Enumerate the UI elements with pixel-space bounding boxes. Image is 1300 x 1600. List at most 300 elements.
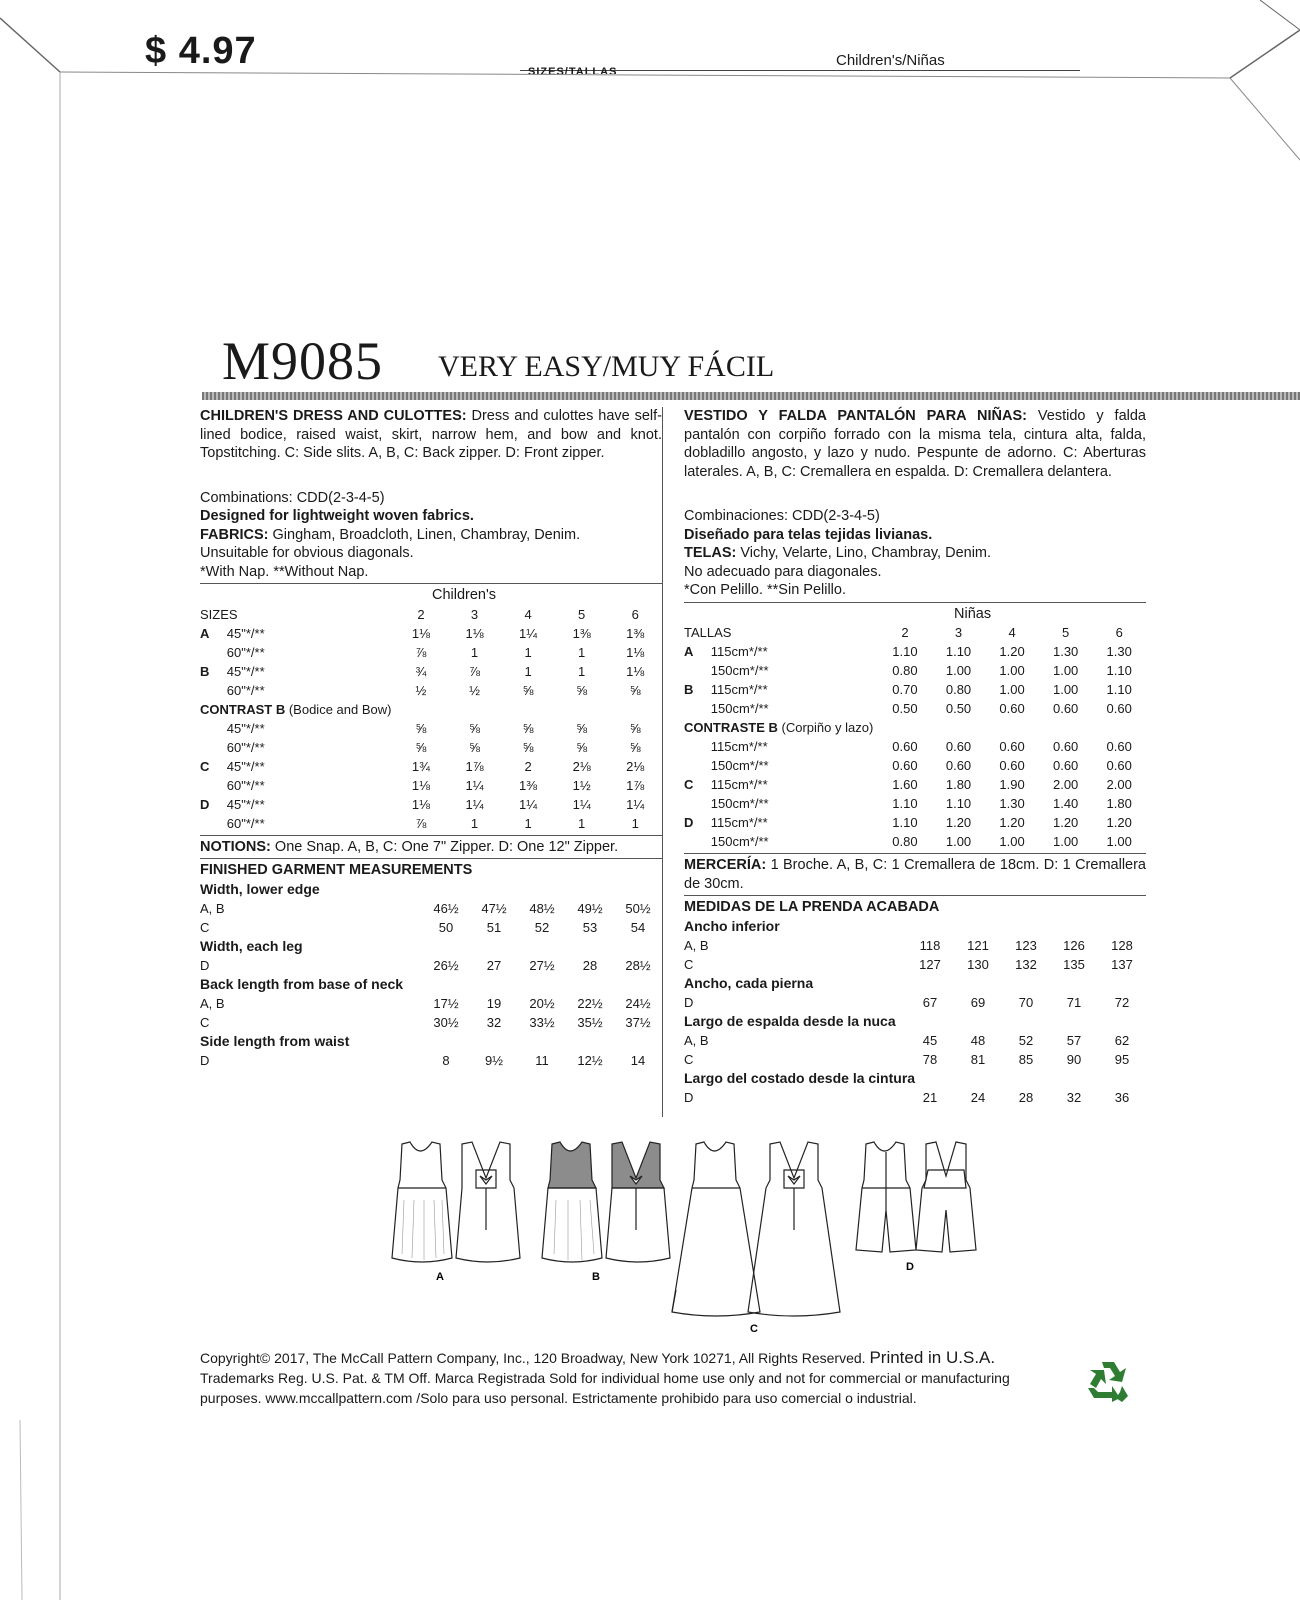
yardage-value: ½	[469, 682, 480, 698]
view-key	[684, 699, 711, 718]
fabric-width: 45"*/**	[226, 663, 265, 679]
fabrics-es	[684, 544, 1146, 563]
yardage-value: 0.60	[945, 739, 972, 754]
view-a-label: A	[436, 1271, 444, 1283]
measurement-value: 85	[1018, 1051, 1034, 1067]
view-d-back-sketch	[916, 1142, 976, 1252]
yardage-value: 2⅛	[572, 758, 591, 774]
measurement-title-row	[684, 917, 1146, 936]
combinations: Combinations: CDD(2-3-4-5)	[200, 489, 385, 506]
contrast-note: (Bodice and Bow)	[288, 701, 392, 717]
measurement-view: C	[200, 1014, 210, 1030]
view-key: A	[200, 625, 210, 641]
yardage-value: ⅝	[522, 739, 534, 755]
measurement-value: 28½	[625, 957, 651, 973]
yardage-value: 0.60	[999, 758, 1025, 773]
measurement-row	[684, 1031, 1146, 1050]
view-key	[200, 738, 227, 757]
measurement-title: Width, each leg	[200, 937, 303, 954]
yardage-value: ⅝	[629, 739, 641, 755]
printed-in: Printed in U.S.A.	[869, 1348, 996, 1367]
measurement-value: 53	[582, 919, 598, 935]
measurement-row	[684, 1088, 1146, 1107]
yardage-value: 1⅛	[626, 644, 645, 660]
yardage-row	[684, 775, 1146, 794]
contrast-row	[684, 718, 1146, 737]
measurement-value: 46½	[433, 900, 459, 916]
yardage-value: 1.10	[892, 644, 918, 659]
yardage-value: 0.60	[892, 758, 918, 773]
measurement-title-row	[684, 1069, 1146, 1088]
fabric-width: 60"*/**	[226, 815, 265, 831]
measurement-view: D	[200, 1052, 210, 1068]
children-label: Children's/Niñas	[836, 52, 945, 69]
measurement-value: 30½	[433, 1014, 459, 1030]
fabric-width: 45"*/**	[226, 625, 265, 641]
measurement-value: 130	[967, 956, 989, 972]
yardage-row	[684, 813, 1146, 832]
yardage-value: 1.80	[1106, 796, 1132, 811]
yardage-value: 1.00	[999, 834, 1025, 849]
description-heading: CHILDREN'S DRESS AND CULOTTES:	[200, 408, 467, 424]
yardage-value: 1⅜	[626, 625, 645, 641]
measurement-view: D	[684, 994, 694, 1010]
size-2: 2	[417, 606, 425, 622]
sizes-header-row	[684, 623, 1146, 642]
english-column	[200, 407, 662, 1070]
yardage-value: 0.50	[892, 701, 918, 716]
measurement-value: 28	[582, 957, 598, 973]
measurement-view: C	[200, 919, 210, 935]
measurement-row	[200, 899, 662, 918]
view-b-label: B	[592, 1271, 600, 1283]
yardage-value: 1⅛	[411, 796, 430, 812]
measurement-value: 70	[1018, 994, 1034, 1010]
view-a-front-sketch	[392, 1142, 452, 1262]
measurement-value: 81	[970, 1051, 986, 1067]
contrast-heading	[684, 718, 1146, 737]
measurement-value: 132	[1015, 956, 1037, 972]
yardage-value: 1.10	[892, 796, 918, 811]
designed-for-es: Diseñado para telas tejidas livianas.	[684, 526, 933, 543]
yardage-value: 2.00	[1106, 777, 1132, 792]
fabric-width: 150cm*/**	[710, 834, 769, 849]
measurement-title: Side length from waist	[200, 1032, 350, 1049]
yardage-value: ⅝	[469, 720, 480, 736]
measurement-title: Largo del costado desde la cintura	[684, 1069, 916, 1086]
fabric-width: 60"*/**	[226, 682, 265, 698]
measurement-value: 26½	[433, 957, 459, 973]
fabric-width: 115cm*/**	[710, 777, 768, 792]
yardage-value: 1¾	[411, 758, 430, 774]
yardage-value: 0.80	[945, 682, 972, 697]
yardage-value: 1.00	[945, 663, 972, 678]
group-label: Children's	[432, 587, 497, 603]
yardage-value: 2⅛	[626, 758, 645, 774]
title-rule	[202, 392, 1300, 400]
yardage-value: 0.60	[999, 739, 1025, 754]
measurement-title: Ancho, cada pierna	[684, 974, 814, 991]
measurement-view: C	[684, 1051, 694, 1067]
fabric-width: 150cm*/**	[710, 796, 769, 811]
size-6: 6	[631, 606, 639, 622]
notions-text: One Snap. A, B, C: One 7" Zipper. D: One 12" Zipper.	[274, 838, 619, 855]
yardage-value: 1¼	[519, 796, 538, 812]
fabric-width: 60"*/**	[226, 739, 265, 755]
view-c-back-sketch	[748, 1142, 840, 1316]
size-4: 4	[1008, 625, 1016, 640]
fabrics-text: Gingham, Broadcloth, Linen, Chambray, Denim.	[272, 526, 581, 543]
yardage-value: 1⅛	[411, 777, 430, 793]
yardage-value: 1⅞	[626, 777, 645, 793]
yardage-value: 1⅛	[626, 663, 645, 679]
measurement-value: 12½	[577, 1052, 603, 1068]
yardage-value: 1.20	[945, 815, 972, 830]
yardage-value: 1⅛	[465, 625, 484, 641]
size-6: 6	[1115, 625, 1123, 640]
measurements-table-es	[684, 917, 1146, 1107]
measurement-value: 95	[1114, 1051, 1130, 1067]
yardage-value: 0.60	[1052, 758, 1079, 773]
yardage-value: 1¼	[465, 796, 484, 812]
fabrics-text-es: Vichy, Velarte, Lino, Chambray, Denim.	[740, 545, 992, 561]
measurement-value: 67	[922, 994, 938, 1010]
measurement-value: 57	[1066, 1032, 1082, 1048]
yardage-row	[684, 661, 1146, 680]
view-key	[684, 756, 711, 775]
yardage-value: 1	[578, 663, 586, 679]
measurement-row	[200, 994, 662, 1013]
measurement-value: 54	[630, 919, 646, 935]
yardage-value: ⅝	[522, 720, 534, 736]
yardage-value: 1.30	[1106, 644, 1132, 659]
view-key	[684, 661, 711, 680]
yardage-row	[684, 756, 1146, 775]
contrast-label: CONTRASTE B	[684, 720, 778, 735]
measurement-view: C	[684, 956, 694, 972]
yardage-table-es	[684, 623, 1146, 851]
fgm-heading-es: MEDIDAS DE LA PRENDA ACABADA	[684, 899, 940, 915]
size-2: 2	[901, 625, 909, 640]
measurement-value: 35½	[577, 1014, 603, 1030]
yardage-value: ½	[415, 682, 427, 698]
view-key	[684, 737, 711, 756]
measurement-title-row	[684, 1012, 1146, 1031]
yardage-value: 1.20	[1052, 815, 1079, 830]
yardage-value: 1.10	[1106, 663, 1132, 678]
yardage-value: ⅞	[415, 644, 427, 660]
yardage-value: ⅝	[576, 739, 588, 755]
fabric-width: 45"*/**	[226, 796, 265, 812]
measurement-value: 17½	[433, 995, 459, 1011]
yardage-row	[684, 680, 1146, 699]
measurement-value: 27½	[529, 957, 555, 973]
view-key: D	[200, 796, 210, 812]
measurement-view: A, B	[684, 1032, 709, 1048]
measurement-row	[684, 993, 1146, 1012]
measurement-title: Back length from base of neck	[200, 975, 404, 992]
yardage-value: 1.10	[892, 815, 918, 830]
description	[200, 407, 662, 463]
yardage-value: ⅝	[629, 682, 641, 698]
yardage-row	[200, 719, 662, 738]
yardage-value: 1	[470, 644, 479, 660]
yardage-value: 1	[524, 644, 532, 660]
view-a-back-sketch	[456, 1142, 520, 1262]
notions-label: NOTIONS:	[200, 838, 271, 855]
measurement-value: 28	[1018, 1089, 1034, 1105]
measurement-value: 11	[535, 1052, 549, 1068]
measurement-value: 78	[922, 1051, 938, 1067]
measurement-value: 123	[1015, 937, 1037, 953]
fabric-width: 115cm*/**	[710, 682, 768, 697]
yardage-value: 1⅞	[465, 758, 484, 774]
yardage-value: ⅝	[522, 682, 534, 698]
measurement-value: 24	[970, 1089, 986, 1105]
notions-label-es: MERCERÍA:	[684, 857, 767, 873]
measurement-value: 19	[486, 995, 502, 1011]
yardage-value: 1¼	[572, 796, 591, 812]
yardage-value: ⅞	[469, 663, 480, 679]
yardage-value: 1.00	[1052, 663, 1079, 678]
yardage-value: 0.60	[1052, 701, 1079, 716]
notions-es	[684, 856, 1146, 893]
yardage-table	[200, 605, 662, 833]
measurement-value: 37½	[625, 1014, 651, 1030]
measurement-title-row	[200, 880, 662, 899]
size-4: 4	[524, 606, 532, 622]
yardage-value: 1	[524, 663, 532, 679]
fabric-width: 115cm*/**	[710, 815, 768, 830]
measurement-title-row	[200, 975, 662, 994]
yardage-value: 1.00	[1052, 834, 1079, 849]
yardage-value: 0.60	[945, 758, 972, 773]
fabric-width: 150cm*/**	[710, 701, 769, 716]
measurement-value: 36	[1114, 1089, 1130, 1105]
yardage-value: 1.80	[945, 777, 972, 792]
fabric-width: 150cm*/**	[710, 758, 769, 773]
view-key	[200, 643, 227, 662]
measurement-value: 45	[922, 1032, 938, 1048]
group-label-es: Niñas	[954, 605, 992, 622]
measurement-value: 90	[1066, 1051, 1082, 1067]
yardage-row	[200, 662, 662, 681]
notions-text-es: 1 Broche. A, B, C: 1 Cremallera de 18cm. D: 1 Cremallera de 30cm.	[684, 857, 1146, 892]
fabrics-label-es: TELAS:	[684, 545, 737, 561]
contrast-row	[200, 700, 662, 719]
view-key	[200, 776, 227, 795]
measurement-value: 71	[1066, 994, 1082, 1010]
view-key: C	[200, 758, 210, 774]
contrast-heading	[200, 700, 662, 719]
size-5: 5	[578, 606, 586, 622]
fabrics	[200, 526, 662, 545]
measurement-value: 20½	[529, 995, 555, 1011]
measurement-view: A, B	[200, 995, 225, 1011]
measurement-value: 22½	[577, 995, 603, 1011]
view-key	[200, 681, 227, 700]
size-3: 3	[470, 606, 479, 622]
measurement-value: 8	[442, 1052, 450, 1068]
view-key: A	[684, 644, 694, 659]
measurement-value: 135	[1063, 956, 1085, 972]
fgm-heading: FINISHED GARMENT MEASUREMENTS	[200, 862, 473, 878]
yardage-row	[684, 737, 1146, 756]
yardage-value: 1.30	[1052, 644, 1079, 659]
yardage-value: 2.00	[1052, 777, 1079, 792]
size-3: 3	[954, 625, 963, 640]
yardage-value: 1.00	[1106, 834, 1132, 849]
yardage-value: 1.20	[1106, 815, 1132, 830]
yardage-value: ¾	[415, 663, 427, 679]
yardage-value: ⅝	[629, 720, 641, 736]
unsuitable-es: No adecuado para diagonales.	[684, 563, 882, 580]
measurement-value: 52	[1018, 1032, 1034, 1048]
yardage-value: 0.60	[1052, 739, 1079, 754]
yardage-value: ⅝	[415, 739, 427, 755]
yardage-row	[200, 681, 662, 700]
contrast-note: (Corpiño y lazo)	[781, 720, 874, 735]
yardage-value: 1¼	[626, 796, 645, 812]
measurement-value: 121	[967, 937, 989, 953]
yardage-value: 0.70	[892, 682, 918, 697]
price-sticker: $ 4.97	[145, 30, 257, 72]
measurement-value: 27	[486, 957, 502, 973]
unsuitable: Unsuitable for obvious diagonals.	[200, 545, 414, 561]
description-es	[684, 407, 1146, 481]
measurement-value: 47½	[481, 900, 507, 916]
yardage-value: 0.80	[892, 834, 918, 849]
yardage-value: 0.60	[1106, 758, 1132, 773]
recycle-icon	[1082, 1358, 1134, 1404]
yardage-value: 1⅜	[572, 625, 591, 641]
fabrics-label: FABRICS:	[200, 526, 269, 543]
view-key	[684, 794, 711, 813]
view-d-label: D	[906, 1261, 914, 1273]
measurement-value: 69	[970, 994, 986, 1010]
spanish-column	[684, 407, 1146, 1107]
yardage-value: 0.80	[892, 663, 918, 678]
nap-note-es: *Con Pelillo. **Sin Pelillo.	[684, 582, 846, 598]
measurement-title-row	[200, 1032, 662, 1051]
yardage-value: 1.00	[945, 834, 972, 849]
nap-note: *With Nap. **Without Nap.	[200, 563, 369, 580]
fabric-width: 150cm*/**	[710, 663, 769, 678]
sizes-label: TALLAS	[684, 625, 732, 640]
yardage-row	[200, 624, 662, 643]
yardage-value: 1.00	[999, 682, 1025, 697]
yardage-value: ⅞	[415, 815, 427, 831]
measurement-value: 50½	[625, 900, 651, 916]
trademarks: Trademarks Reg. U.S. Pat. & TM Off. Marca Registrada Sold for individual home use only and not for commercial or manufacturing purposes. www.mccallpattern.com /Solo para uso personal. Estrictamente prohibido para uso comercial o industrial.	[200, 1370, 1010, 1406]
measurement-value: 21	[922, 1089, 938, 1105]
measurement-title-row	[684, 974, 1146, 993]
measurement-value: 52	[534, 919, 550, 935]
size-5: 5	[1062, 625, 1070, 640]
fabric-width: 45"*/**	[226, 758, 265, 774]
yardage-value: 1.20	[999, 644, 1025, 659]
view-key: D	[684, 815, 694, 830]
measurement-value: 32	[1066, 1089, 1082, 1105]
yardage-value: 1.00	[1052, 682, 1079, 697]
yardage-value: ⅝	[576, 720, 588, 736]
fabric-width: 60"*/**	[226, 777, 265, 793]
yardage-row	[684, 794, 1146, 813]
measurement-value: 48	[970, 1032, 986, 1048]
view-c-label: C	[750, 1323, 758, 1335]
measurement-value: 137	[1111, 956, 1133, 972]
yardage-row	[200, 795, 662, 814]
pattern-number: M9085	[222, 331, 384, 391]
fabric-width: 115cm*/**	[710, 739, 768, 754]
yardage-value: 0.60	[1106, 701, 1132, 716]
difficulty-level: VERY EASY/MUY FÁCIL	[438, 350, 775, 383]
measurement-row	[684, 936, 1146, 955]
yardage-value: 0.50	[945, 701, 972, 716]
view-key	[684, 832, 711, 851]
measurement-row	[200, 956, 662, 975]
garment-sketches	[380, 1140, 980, 1340]
yardage-value: 0.60	[1106, 739, 1132, 754]
measurement-value: 127	[919, 956, 941, 972]
measurement-value: 62	[1114, 1032, 1130, 1048]
sizes-label: SIZES	[200, 606, 238, 622]
yardage-value: 1¼	[465, 777, 484, 793]
yardage-value: 1	[578, 815, 586, 831]
view-key: B	[684, 682, 694, 697]
designed-for: Designed for lightweight woven fabrics.	[200, 508, 474, 524]
description-heading-es: VESTIDO Y FALDA PANTALÓN PARA NIÑAS:	[684, 408, 1027, 424]
view-d-front-sketch	[856, 1142, 916, 1252]
measurement-view: A, B	[200, 900, 225, 916]
measurement-value: 14	[630, 1052, 646, 1068]
measurement-value: 32	[486, 1014, 502, 1030]
description-text-es: Vestido y falda pantalón con corpiño forrado con la misma tela, cintura alta, falda, dobladillo angosto, y lazo y nudo. Pespunte de adorno. C: Aberturas laterales. A, B, C: Cremallera en espalda. D: Cremallera delantera.	[684, 408, 1146, 480]
yardage-row	[684, 832, 1146, 851]
yardage-value: 0.60	[999, 701, 1025, 716]
measurement-value: 126	[1063, 937, 1085, 953]
contrast-label: CONTRAST B	[200, 701, 286, 717]
yardage-value: 1	[631, 815, 639, 831]
description-text: Dress and culottes have self-lined bodice, raised waist, skirt, narrow hem, and bow and knot. Topstitching. C: Side slits. A, B, C: Back zipper. D: Front zipper.	[200, 408, 663, 461]
view-c-front-sketch	[672, 1142, 760, 1316]
measurement-row	[684, 955, 1146, 974]
notions	[200, 838, 662, 857]
measurement-value: 128	[1111, 937, 1133, 953]
yardage-value: ⅝	[469, 739, 480, 755]
view-key	[200, 814, 227, 833]
measurement-value: 118	[919, 937, 941, 953]
view-key: C	[684, 777, 694, 792]
yardage-value: ⅝	[576, 682, 588, 698]
yardage-row	[200, 643, 662, 662]
yardage-value: 1¼	[519, 625, 538, 641]
measurement-value: 24½	[625, 995, 651, 1011]
measurement-row	[200, 1013, 662, 1032]
yardage-value: 1.60	[892, 777, 918, 792]
footer	[200, 1348, 1060, 1408]
measurement-title: Ancho inferior	[684, 917, 780, 934]
fabric-width: 115cm*/**	[710, 644, 768, 659]
view-key: B	[200, 663, 210, 679]
measurement-view: A, B	[684, 937, 709, 953]
measurement-row	[200, 1051, 662, 1070]
combinations-es: Combinaciones: CDD(2-3-4-5)	[684, 508, 880, 524]
view-b-back-sketch	[606, 1142, 670, 1262]
yardage-value: 1⅜	[519, 777, 538, 793]
measurement-value: 33½	[529, 1014, 555, 1030]
measurement-view: D	[684, 1089, 694, 1105]
